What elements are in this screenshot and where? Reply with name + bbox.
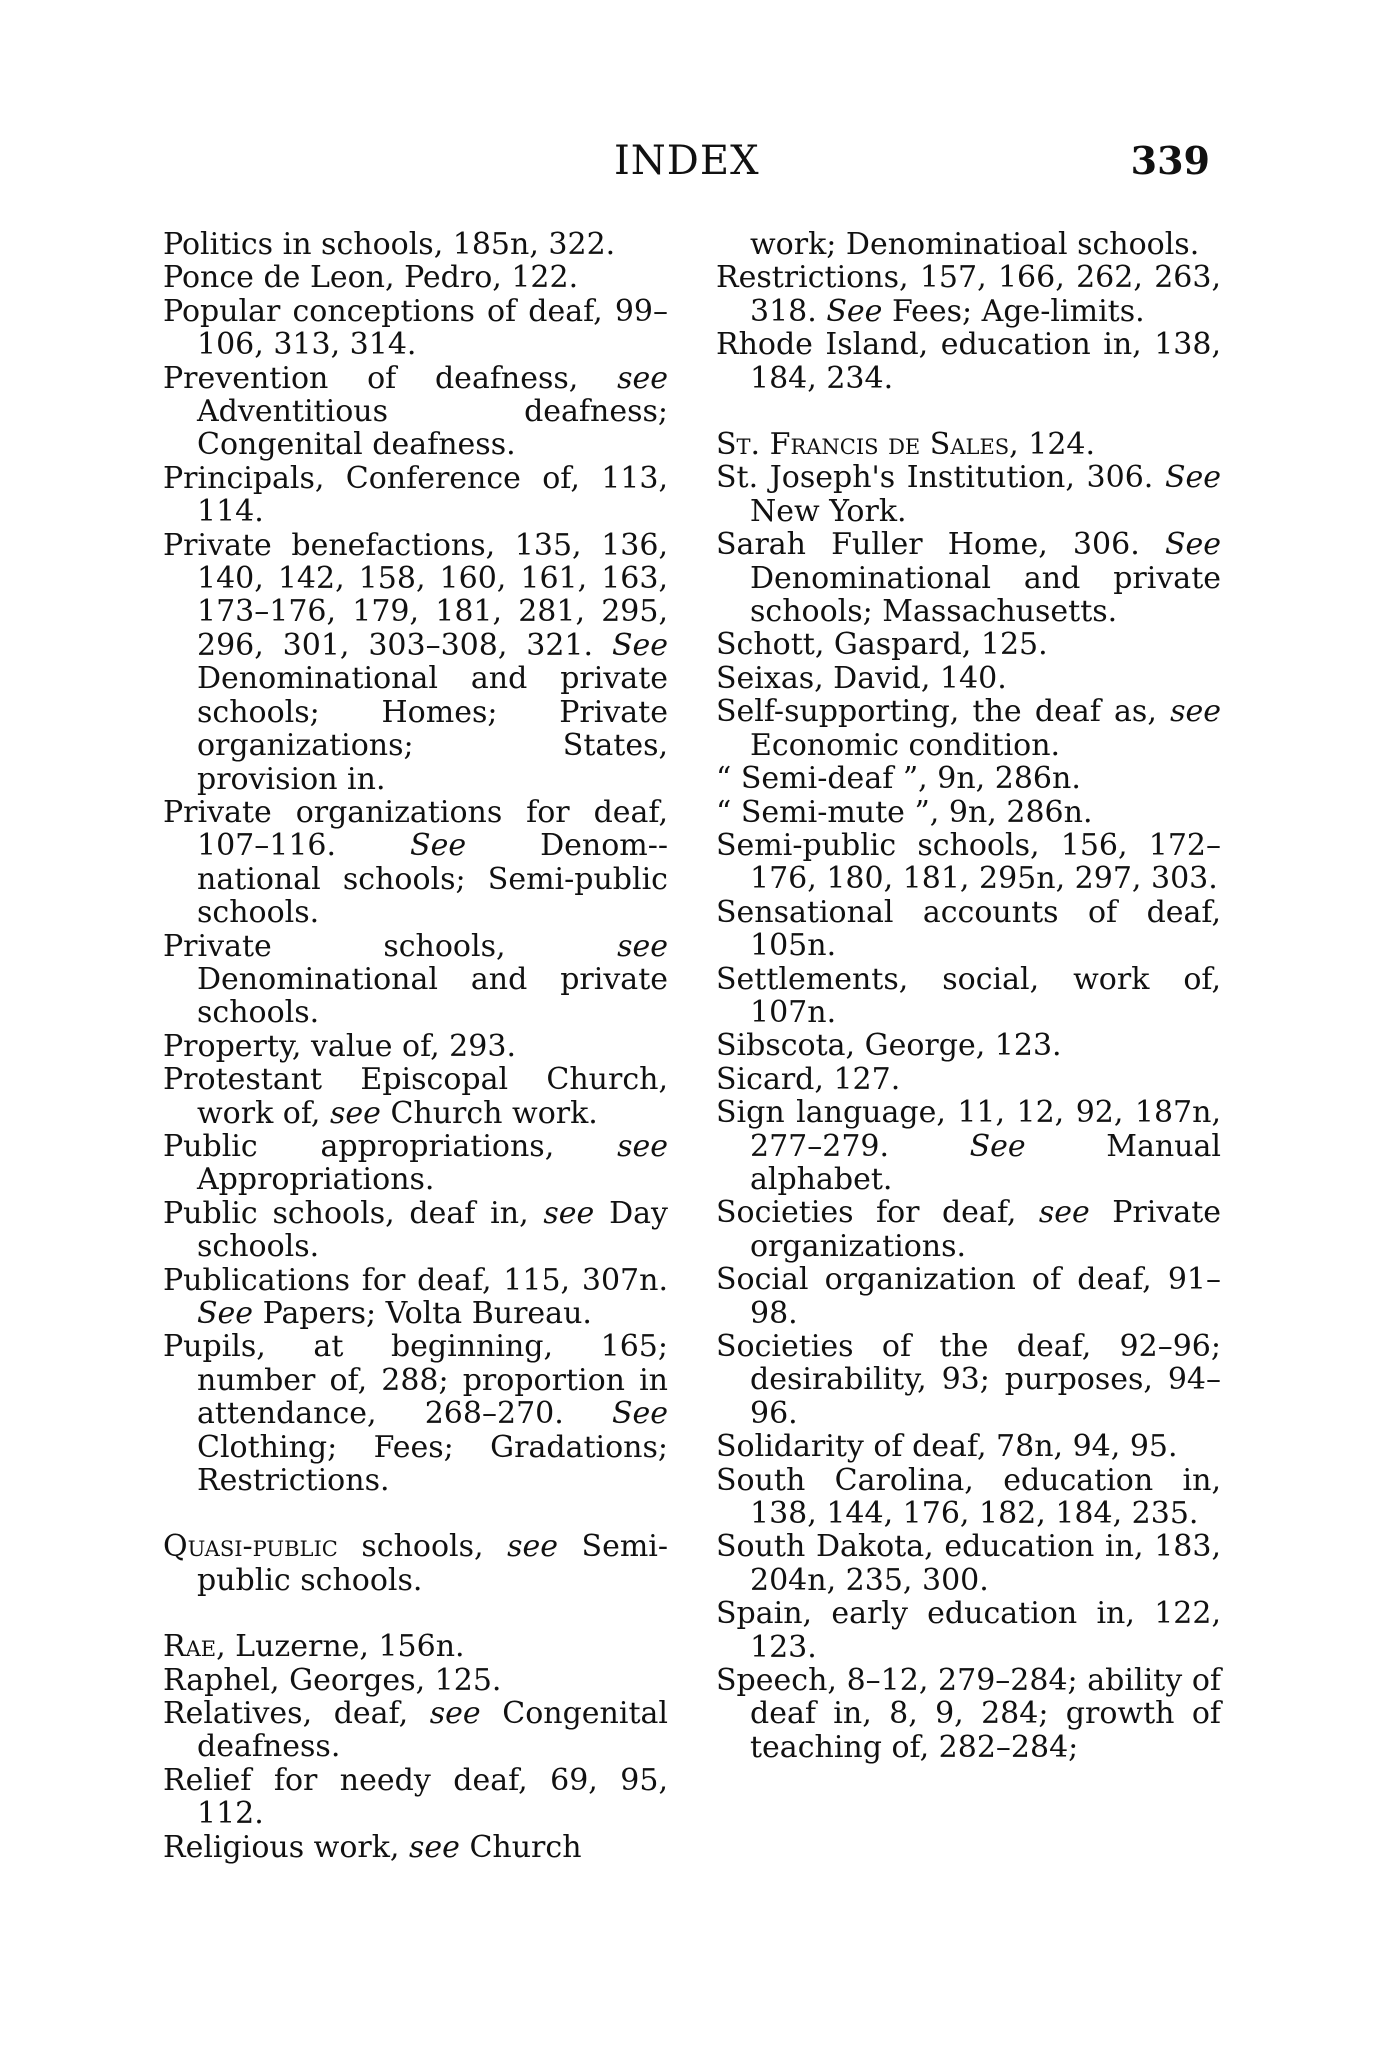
index-entry: Spain, early education in, 122, 123. bbox=[716, 1596, 1221, 1665]
index-entry: Settlements, social, work of, 107n. bbox=[716, 961, 1221, 1030]
index-entry: Politics in schools, 185n, 322. bbox=[163, 227, 616, 262]
index-entry: Protestant Episcopal Church, work of, see Church work. bbox=[163, 1062, 668, 1131]
index-entry: Public schools, deaf in, see Day schools. bbox=[163, 1195, 668, 1265]
index-entry: “ Semi-deaf ”, 9n, 286n. bbox=[716, 761, 1081, 797]
index-entry: Schott, Gaspard, 125. bbox=[716, 627, 1048, 663]
index-entry: St. Joseph's Institution, 306. See New York. bbox=[716, 460, 1221, 529]
index-entry: Public appropriations, see Appropriations. bbox=[163, 1128, 668, 1198]
index-entry: “ Semi-mute ”, 9n, 286n. bbox=[716, 794, 1093, 830]
index-entry: Sign language, 11, 12, 92, 187n, 277–279. See Manual alphabet. bbox=[716, 1095, 1221, 1197]
index-entry: Societies of the deaf, 92–96; desirability, 93; purposes, 94–96. bbox=[716, 1329, 1221, 1431]
index-entry: Self-supporting, the deaf as, see Economic condition. bbox=[716, 694, 1221, 763]
index-column-left bbox=[163, 228, 668, 1864]
index-entry: Sensational accounts of deaf, 105n. bbox=[716, 894, 1221, 964]
index-entry: Ponce de Leon, Pedro, 122. bbox=[163, 260, 579, 296]
index-entry-continuation: work; Denominatioal schools. bbox=[750, 227, 1200, 262]
index-entry: Private benefactions, 135, 136, 140, 142, 158, 160, 161, 163, 173–176, 179, 181, 281, 295, 296, 301, 303–308, 321. See Denominational and private schools; Homes; Private organizations; States, provision in. bbox=[163, 527, 668, 797]
index-entry: Sibscota, George, 123. bbox=[716, 1028, 1062, 1064]
index-entry: Raphel, Georges, 125. bbox=[163, 1662, 502, 1698]
index-column-right bbox=[716, 228, 1221, 1764]
index-entry: Property, value of, 293. bbox=[163, 1028, 516, 1064]
index-entry: Sarah Fuller Home, 306. See Denominational and private schools; Massachusetts. bbox=[716, 527, 1221, 630]
index-entry: Societies for deaf, see Private organizations. bbox=[716, 1195, 1222, 1264]
index-entry: Private organizations for deaf, 107–116. See Denom-- national schools; Semi-public schools. bbox=[163, 794, 668, 931]
index-entry: Rae, Luzerne, 156n. bbox=[163, 1629, 465, 1665]
index-entry: Social organization of deaf, 91–98. bbox=[716, 1262, 1221, 1331]
index-entry: Prevention of deafness, see Adventitious deafness; Congenital deafness. bbox=[163, 360, 668, 463]
index-entry: Pupils, at beginning, 165; number of, 288; proportion in attendance, 268–270. See Clothing; Fees; Gradations; Restrictions. bbox=[163, 1329, 668, 1499]
index-entry: Rhode Island, education in, 138, 184, 234. bbox=[716, 327, 1221, 396]
index-entry: Speech, 8–12, 279–284; ability of deaf in, 8, 9, 284; growth of teaching of, 282–284; bbox=[716, 1663, 1221, 1765]
index-entry: Restrictions, 157, 166, 262, 263, 318. See Fees; Age-limits. bbox=[716, 260, 1221, 329]
index-entry: Solidarity of deaf, 78n, 94, 95. bbox=[716, 1429, 1178, 1465]
index-entry: Religious work, see Church bbox=[163, 1829, 582, 1865]
letter-section-gap bbox=[716, 395, 1221, 428]
index-entry: Sicard, 127. bbox=[716, 1061, 901, 1097]
index-entry: Seixas, David, 140. bbox=[716, 660, 1007, 696]
running-title: INDEX bbox=[614, 138, 760, 184]
index-entry: Private schools, see Denominational and private schools. bbox=[163, 928, 668, 1031]
index-entry: South Dakota, education in, 183, 204n, 235, 300. bbox=[716, 1529, 1221, 1598]
page-number: 339 bbox=[1130, 138, 1210, 183]
index-entry: Semi-public schools, 156, 172–176, 180, 181, 295n, 297, 303. bbox=[716, 827, 1221, 897]
letter-section-gap bbox=[163, 1597, 668, 1630]
page-header bbox=[160, 138, 1210, 190]
index-entry: South Carolina, education in, 138, 144, 176, 182, 184, 235. bbox=[716, 1462, 1221, 1532]
index-entry: Relief for needy deaf, 69, 95, 112. bbox=[163, 1762, 668, 1832]
index-entry: St. Francis de Sales, 124. bbox=[716, 427, 1096, 463]
index-entry: Publications for deaf, 115, 307n. See Papers; Volta Bureau. bbox=[163, 1262, 668, 1331]
letter-section-gap bbox=[163, 1497, 668, 1530]
index-entry: Quasi-public schools, see Semi-public schools. bbox=[163, 1529, 668, 1598]
index-entry: Relatives, deaf, see Congenital deafness. bbox=[163, 1696, 668, 1765]
index-entry: Principals, Conference of, 113, 114. bbox=[163, 460, 668, 530]
index-entry: Popular conceptions of deaf, 99–106, 313, 314. bbox=[163, 293, 668, 363]
